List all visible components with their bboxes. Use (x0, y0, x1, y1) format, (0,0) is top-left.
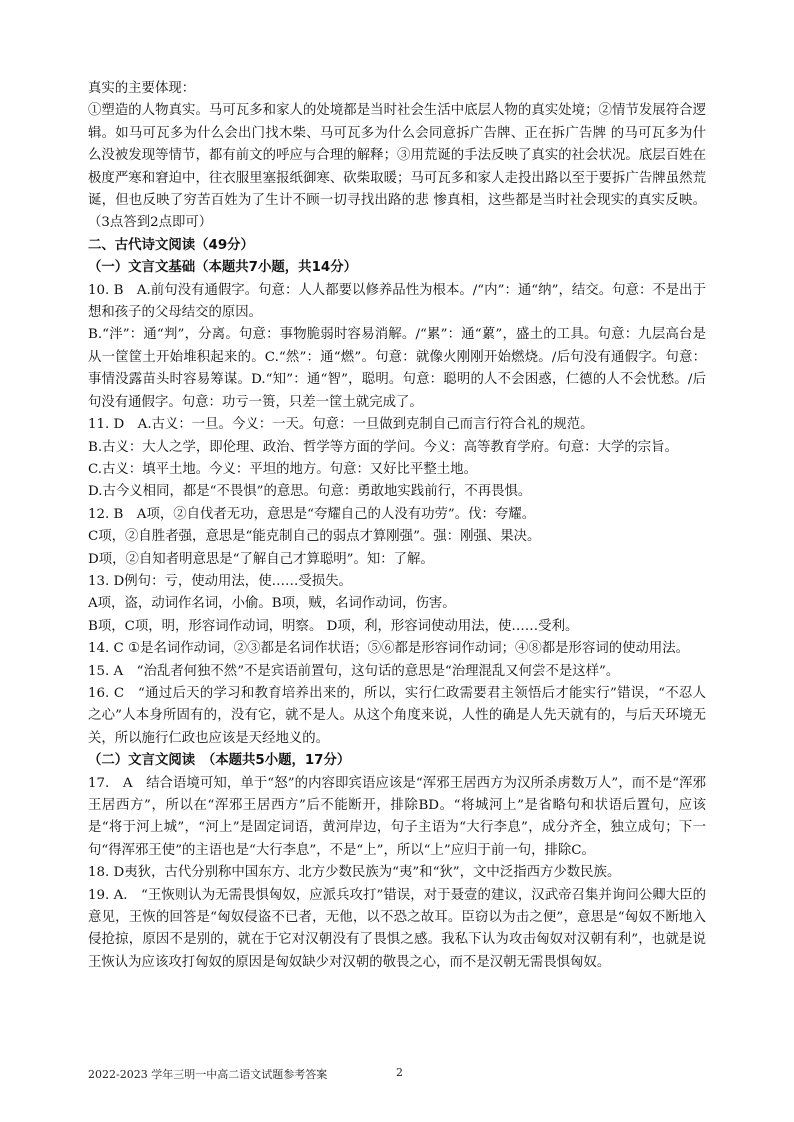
answer-text-body (88, 78, 706, 974)
answer-paragraph: B项，C项，明，形容词作动词，明察。 D项，利，形容词使动用法，使……受利。 (88, 618, 579, 634)
section-heading: （一）文言文基础（本题共7小题，共14分） (88, 260, 357, 276)
answer-paragraph: 18. D夷狄，古代分别称中国东方、北方少数民族为“夷”和“狄”，文中泛指西方少数民族。 (88, 865, 621, 881)
answer-paragraph: 16. C “通过后天的学习和教育培养出来的，所以，实行仁政需要君主领悟后才能实行”错误，“不忍人之心”人本身所固有的，没有它，就不是人。从这个角度来说，人性的确是人先天就有的，与后天环境无关，所以施行仁政也应该是天经地义的。 (88, 685, 706, 746)
answer-paragraph: 19. A. “王恢则认为无需畏惧匈奴，应派兵攻打”错误，对于聂壹的建议，汉武帝召集并询问公卿大臣的意见，王恢的回答是“匈奴侵盗不已者，无他，以不恐之故耳。臣窃以为击之便”，意思是“匈奴不断地入侵抢掠，原因不是别的，就在于它对汉朝没有了畏惧之感。我私下认为攻击匈奴对汉朝有利”，也就是说王恢认为应该攻打匈奴的原因是匈奴缺少对汉朝的敬畏之心，而不是汉朝无需畏惧匈奴。 (88, 887, 706, 970)
answer-paragraph: 真实的主要体现： (88, 81, 196, 96)
answer-paragraph: 12. B A项，②自伐者无功，意思是“夸耀自己的人没有功劳”。伐：夸耀。 (88, 506, 536, 522)
answer-paragraph: 10. B A.前句没有通假字。句意：人人都要以修养品性为根本。/“内”：通“纳”，结交。句意：不是出于想和孩子的父母结交的原因。 (88, 282, 706, 321)
answer-paragraph: 13. D例句：亏，使动用法，使……受损失。 (88, 573, 352, 589)
answer-paragraph: A项，盗，动词作名词，小偷。B项，贼，名词作动词，伤害。 (88, 596, 456, 612)
answer-paragraph: B.古义：大人之学，即伦理、政治、哲学等方面的学问。今义：高等教育学府。句意：大学的宗旨。 (88, 439, 678, 455)
page-footer (88, 1066, 706, 1086)
page-number: 2 (396, 1066, 403, 1079)
section-heading: 二、古代诗文阅读（49分） (88, 237, 254, 253)
answer-paragraph: ①塑造的人物真实。马可瓦多和家人的处境都是当时社会生活中底层人物的真实处境；②情节发展符合逻辑。如马可瓦多为什么会出门找木柴、马可瓦多为什么会同意拆广告牌、正在拆广告牌 的马可瓦多为什么没被发现等情节，都有前文的呼应与合理的解释；③用荒诞的手法反映了真实的社会状况。底层百姓在极度严寒和窘迫中，往衣服里塞报纸御寒、砍柴取暖；马可瓦多和家人走投出路以至于要拆广告牌虽然荒诞，但也反映了穷苦百姓为了生计不顾一切寻找出路的悲 惨真相，这些都是当时社会现实的真实反映。（3点答到2点即可） (88, 103, 706, 231)
answer-paragraph: D项，②自知者明意思是“了解自己才算聪明”。知：了解。 (88, 551, 434, 567)
answer-paragraph: B.“泮”：通“判”，分离。句意：事物脆弱时容易消解。/“累”：通“蔂”，盛土的工具。句意：九层高台是从一筐筐土开始堆积起来的。C.“然”：通“燃”。句意：就像火刚刚开始燃烧。/后句没有通假字。句意：事情没露苗头时容易筹谋。D.“知”：通“智”，聪明。句意：聪明的人不会困惑，仁德的人不会忧愁。/后句没有通假字。句意：功亏一篑，只差一筐土就完成了。 (88, 327, 706, 410)
answer-paragraph: 15. A “治乱者何独不然”不是宾语前置句，这句话的意思是“治理混乱又何尝不是这样”。 (88, 663, 620, 679)
answer-paragraph: 17. A 结合语境可知，单于“怒”的内容即宾语应该是“浑邪王居西方为汉所杀虏数万人”，而不是“浑邪王居西方”，所以在“浑邪王居西方”后不能断开，排除BD。“将城河上”是省略句和状语后置句，应该是“将于河上城”，“河上”是固定词语，黄河岸边，句子主语为“大行李息”，成分齐全，独立成句；下一句“得浑邪王使”的主语也是“大行李息”，不是“上”，所以“上”应归于前一句，排除C。 (88, 775, 706, 858)
footer-title: 2022-2023 学年三明一中高二语文试题参考答案 (88, 1068, 328, 1081)
answer-paragraph: D.古今义相同，都是“不畏惧”的意思。句意：勇敢地实践前行，不再畏惧。 (88, 484, 532, 500)
answer-paragraph: 11. D A.古义：一旦。今义：一天。句意：一旦做到克制自己而言行符合礼的规范。 (88, 417, 594, 433)
section-heading: （二）文言文阅读 （本题共5小题，17分） (88, 753, 351, 769)
answer-paragraph: 14. C ①是名词作动词，②③都是名词作状语；⑤⑥都是形容词作动词；④⑧都是形容词的使动用法。 (88, 641, 690, 657)
answer-paragraph: C项，②自胜者强，意思是“能克制自己的弱点才算刚强”。强：刚强、果决。 (88, 529, 541, 545)
answer-paragraph: C.古义：填平土地。今义：平坦的地方。句意：又好比平整土地。 (88, 461, 477, 477)
